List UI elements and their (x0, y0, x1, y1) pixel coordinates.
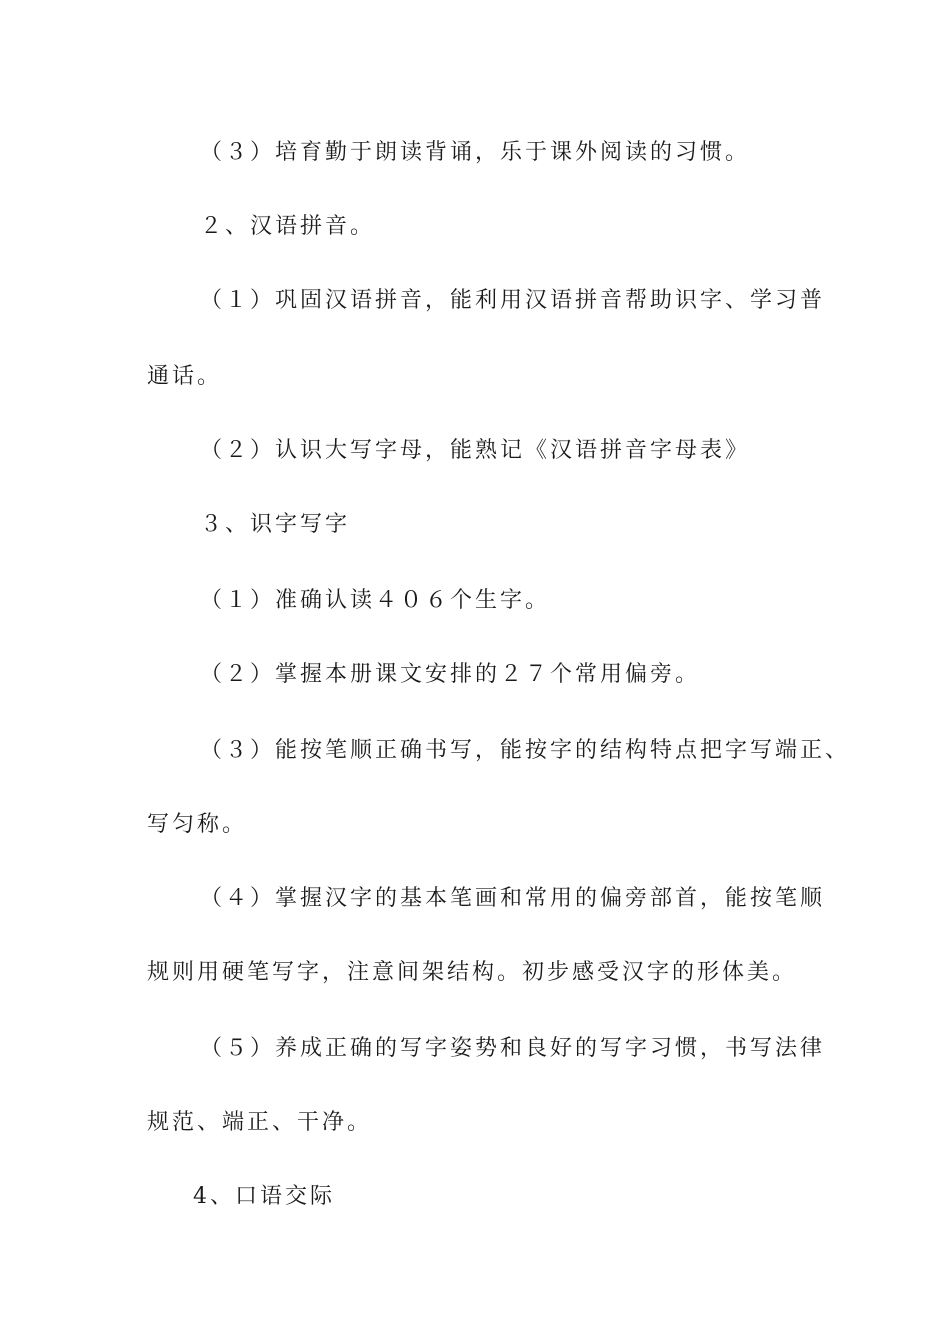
section-heading: ３、识字写字 (200, 512, 351, 537)
paragraph-line: 写匀称。 (147, 812, 248, 837)
paragraph-line: （１）准确认读４０６个生字。 (200, 588, 551, 613)
paragraph-line: （３）能按笔顺正确书写，能按字的结构特点把字写端正、 (200, 738, 851, 763)
paragraph-line: （３）培育勤于朗读背诵，乐于课外阅读的习惯。 (200, 140, 751, 165)
paragraph-line: （５）养成正确的写字姿势和良好的写字习惯，书写法律 (200, 1036, 826, 1061)
section-heading: 4、口语交际 (193, 1184, 335, 1209)
paragraph-line: 通话。 (147, 364, 223, 389)
paragraph-line: （４）掌握汉字的基本笔画和常用的偏旁部首，能按笔顺 (200, 886, 826, 911)
paragraph-line: （２）认识大写字母，能熟记《汉语拼音字母表》 (200, 438, 751, 463)
section-heading: ２、汉语拼音。 (200, 214, 376, 239)
paragraph-line: （１）巩固汉语拼音，能利用汉语拼音帮助识字、学习普 (200, 288, 826, 313)
paragraph-line: 规范、端正、干净。 (147, 1110, 373, 1135)
paragraph-line: （２）掌握本册课文安排的２７个常用偏旁。 (200, 662, 701, 687)
paragraph-line: 规则用硬笔写字，注意间架结构。初步感受汉字的形体美。 (147, 960, 798, 985)
